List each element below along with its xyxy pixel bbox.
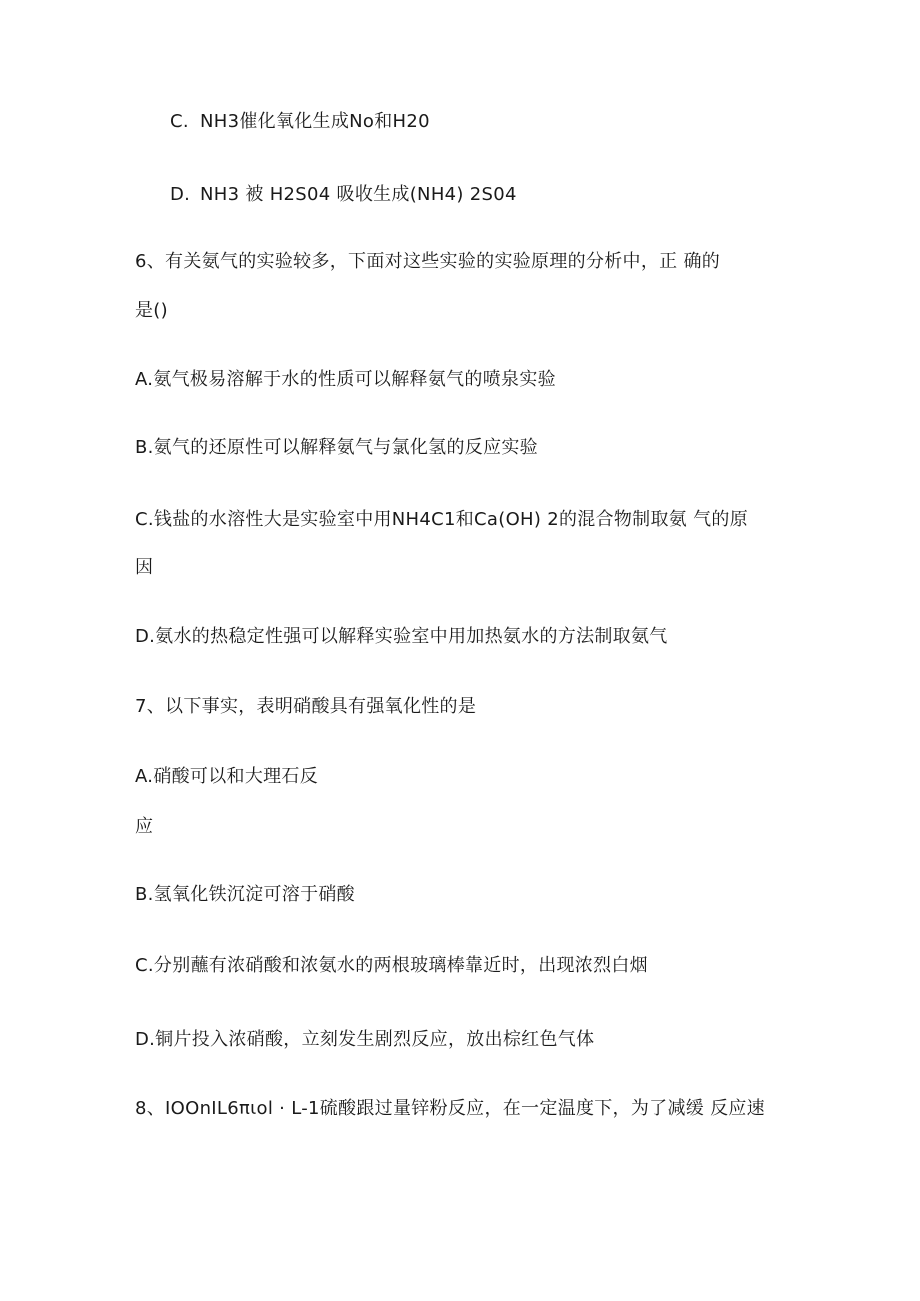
q7-option-d: D.铜片投入浓硝酸，立刻发生剧烈反应，放出棕红色气体: [135, 1029, 595, 1050]
q8-stem-line-1: 8、IOOnIL6πιol · L-1硫酸跟过量锌粉反应，在一定温度下，为了减缓 反应速: [135, 1098, 765, 1119]
q5-option-d: [170, 183, 517, 207]
q6-option-c-line-1: C.钱盐的水溶性大是实验室中用NH4C1和Ca(OH) 2的混合物制取氨 气的原: [135, 509, 749, 530]
q6-option-a: A.氨气极易溶解于水的性质可以解释氨气的喷泉实验: [135, 369, 556, 390]
q6-option-c-line-2: 因: [135, 557, 154, 578]
q6-stem-line-1: 6、有关氨气的实验较多，下面对这些实验的实验原理的分析中，正 确的: [135, 251, 721, 272]
option-letter: C.: [170, 111, 189, 132]
q6-option-b: B.氨气的还原性可以解释氨气与氯化氢的反应实验: [135, 437, 538, 458]
q7-option-a-line-1: A.硝酸可以和大理石反: [135, 766, 319, 787]
option-letter: D.: [170, 184, 191, 205]
option-text: NH3催化氧化生成No和H20: [200, 111, 430, 132]
q7-option-b: B.氢氧化铁沉淀可溶于硝酸: [135, 884, 355, 905]
q7-stem: 7、以下事实，表明硝酸具有强氧化性的是: [135, 696, 477, 717]
q6-stem-line-2: 是(): [135, 300, 168, 321]
option-text: NH3 被 H2S04 吸收生成(NH4) 2S04: [200, 184, 517, 205]
q7-option-a-line-2: 应: [135, 816, 154, 837]
q7-option-c: C.分别蘸有浓硝酸和浓氨水的两根玻璃棒靠近时，出现浓烈白烟: [135, 955, 648, 976]
q6-option-d: D.氨水的热稳定性强可以解释实验室中用加热氨水的方法制取氨气: [135, 626, 668, 647]
q5-option-c: [170, 110, 430, 134]
